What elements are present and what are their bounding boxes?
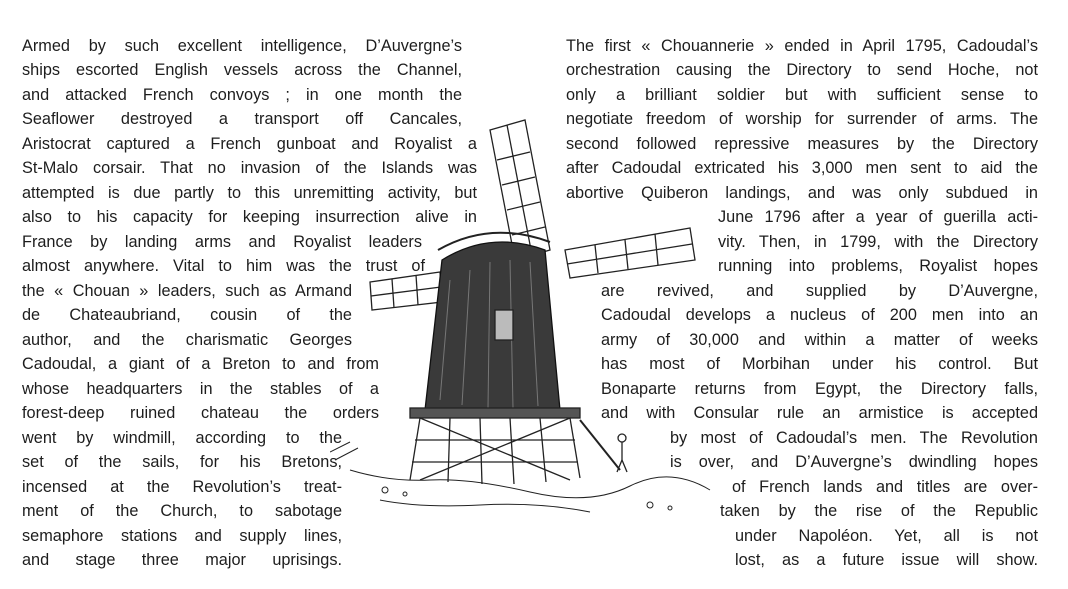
ground xyxy=(330,442,710,512)
sail-left xyxy=(370,272,442,310)
text-line: and stage three major uprisings. xyxy=(22,551,342,569)
text-line: set of the sails, for his Bretons, xyxy=(22,453,342,471)
text-line: author, and the charismatic Georges xyxy=(22,331,352,349)
text-line: forest-deep ruined chateau the orders xyxy=(22,404,379,422)
figure xyxy=(580,420,627,472)
text-line: lost, as a future issue will show. xyxy=(735,551,1038,569)
text-line: June 1796 after a year of guerilla acti- xyxy=(718,208,1038,226)
text-line: went by windmill, according to the xyxy=(22,429,342,447)
text-line: are revived, and supplied by D’Auvergne, xyxy=(601,282,1038,300)
text-line: also to his capacity for keeping insurrection alive in xyxy=(22,208,477,226)
text-line: and with Consular rule an armistice is accepted xyxy=(601,404,1038,422)
text-line: semaphore stations and supply lines, xyxy=(22,527,342,545)
text-line: The first « Chouannerie » ended in April 1795, Cadoudal’s xyxy=(566,37,1038,55)
windmill-body xyxy=(425,233,560,410)
text-line: ships escorted English vessels across the Channel, xyxy=(22,61,462,79)
text-line: under Napoléon. Yet, all is not xyxy=(735,527,1038,545)
text-line: abortive Quiberon landings, and was only subdued in xyxy=(566,184,1038,202)
text-line: is over, and D’Auvergne’s dwindling hopes xyxy=(670,453,1038,471)
text-line: negotiate freedom of worship for surrender of arms. The xyxy=(566,110,1038,128)
text-line: Cadoudal develops a nucleus of 200 men into an xyxy=(601,306,1038,324)
windmill-base xyxy=(410,408,580,484)
text-line: running into problems, Royalist hopes xyxy=(718,257,1038,275)
text-line: taken by the rise of the Republic xyxy=(720,502,1038,520)
text-line: ment of the Church, to sabotage xyxy=(22,502,342,520)
text-line: Cadoudal, a giant of a Breton to and from xyxy=(22,355,379,373)
sail-right xyxy=(565,228,695,278)
text-line: the « Chouan » leaders, such as Armand xyxy=(22,282,352,300)
text-line: of French lands and titles are over- xyxy=(732,478,1038,496)
text-line: almost anywhere. Vital to him was the trust of xyxy=(22,257,425,275)
text-line: army of 30,000 and within a matter of weeks xyxy=(601,331,1038,349)
text-line: Aristocrat captured a French gunboat and Royalist a xyxy=(22,135,477,153)
text-line: Bonaparte returns from Egypt, the Directory falls, xyxy=(601,380,1038,398)
text-line: orchestration causing the Directory to send Hoche, not xyxy=(566,61,1038,79)
text-line: has most of Morbihan under his control. But xyxy=(601,355,1038,373)
text-line: and attacked French convoys ; in one month the xyxy=(22,86,462,104)
text-line: by most of Cadoudal’s men. The Revolution xyxy=(670,429,1038,447)
text-line: after Cadoudal extricated his 3,000 men sent to aid the xyxy=(566,159,1038,177)
text-line: Seaflower destroyed a transport off Cancales, xyxy=(22,110,462,128)
text-line: incensed at the Revolution’s treat- xyxy=(22,478,342,496)
text-line: France by landing arms and Royalist leaders xyxy=(22,233,422,251)
text-line: de Chateaubriand, cousin of the xyxy=(22,306,352,324)
text-line: St-Malo corsair. That no invasion of the Islands was xyxy=(22,159,477,177)
text-line: attempted is due partly to this unremitting activity, but xyxy=(22,184,477,202)
text-line: whose headquarters in the stables of a xyxy=(22,380,379,398)
text-line: vity. Then, in 1799, with the Directory xyxy=(718,233,1038,251)
text-line: only a brilliant soldier but with sufficient sense to xyxy=(566,86,1038,104)
text-line: Armed by such excellent intelligence, D’Auvergne’s xyxy=(22,37,462,55)
text-line: second followed repressive measures by the Directory xyxy=(566,135,1038,153)
